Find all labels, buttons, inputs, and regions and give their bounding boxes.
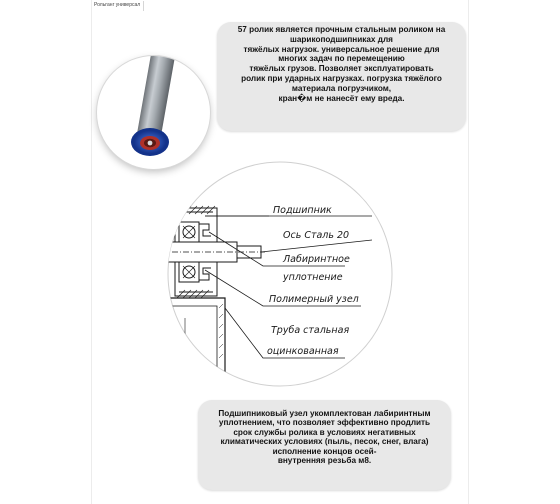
description-line: Подшипниковый узел укомплектован лабиринтным bbox=[218, 409, 431, 418]
bearing-assembly-drawing bbox=[165, 158, 395, 390]
frame-border-left bbox=[91, 0, 92, 504]
description-line: внутренняя резьба м8. bbox=[277, 456, 372, 466]
description-bubble-bottom bbox=[198, 400, 451, 490]
description-line: уплотнением, что позволяет эффективно продлить bbox=[218, 418, 431, 428]
description-line: шарикоподшипниках для bbox=[290, 34, 393, 44]
description-line: срок службы ролика в условиях негативных bbox=[233, 427, 416, 437]
roller-photo bbox=[97, 56, 210, 169]
description-line: тяжёлых нагрузок. универсальное решение для bbox=[243, 44, 440, 54]
description-line: тяжёлых грузов. Позволяет эксплуатировать bbox=[249, 64, 434, 74]
label-polymer: Полимерный узел bbox=[269, 294, 359, 305]
roller-axle bbox=[148, 141, 153, 146]
description-line: исполнение концов осей- bbox=[272, 446, 377, 456]
description-line: многих задач по перемещению bbox=[278, 54, 405, 64]
description-line: кран�м не нанесёт ему вреда. bbox=[278, 93, 405, 103]
label-bearing: Подшипник bbox=[273, 205, 332, 216]
page-caption: Рольганг универсал bbox=[91, 1, 144, 11]
label-tube-1: Труба стальная bbox=[271, 325, 350, 336]
description-bubble-top bbox=[217, 22, 466, 131]
roller-illustration bbox=[97, 56, 210, 169]
description-line: 57 ролик является прочным стальным роликом на bbox=[237, 25, 446, 34]
label-labyrinth-1: Лабиринтное bbox=[283, 254, 350, 265]
description-line: климатических условиях (пыль, песок, снег, влага) bbox=[220, 437, 429, 447]
description-line: материала погрузчиком, bbox=[291, 83, 392, 93]
frame-border-right bbox=[468, 0, 469, 504]
description-line: ролик при ударных нагрузках. погрузка тяжёлого bbox=[241, 73, 442, 83]
label-tube-2: оцинкованная bbox=[267, 346, 339, 357]
label-axle: Ось Сталь 20 bbox=[283, 230, 350, 241]
label-labyrinth-2: уплотнение bbox=[283, 272, 343, 283]
